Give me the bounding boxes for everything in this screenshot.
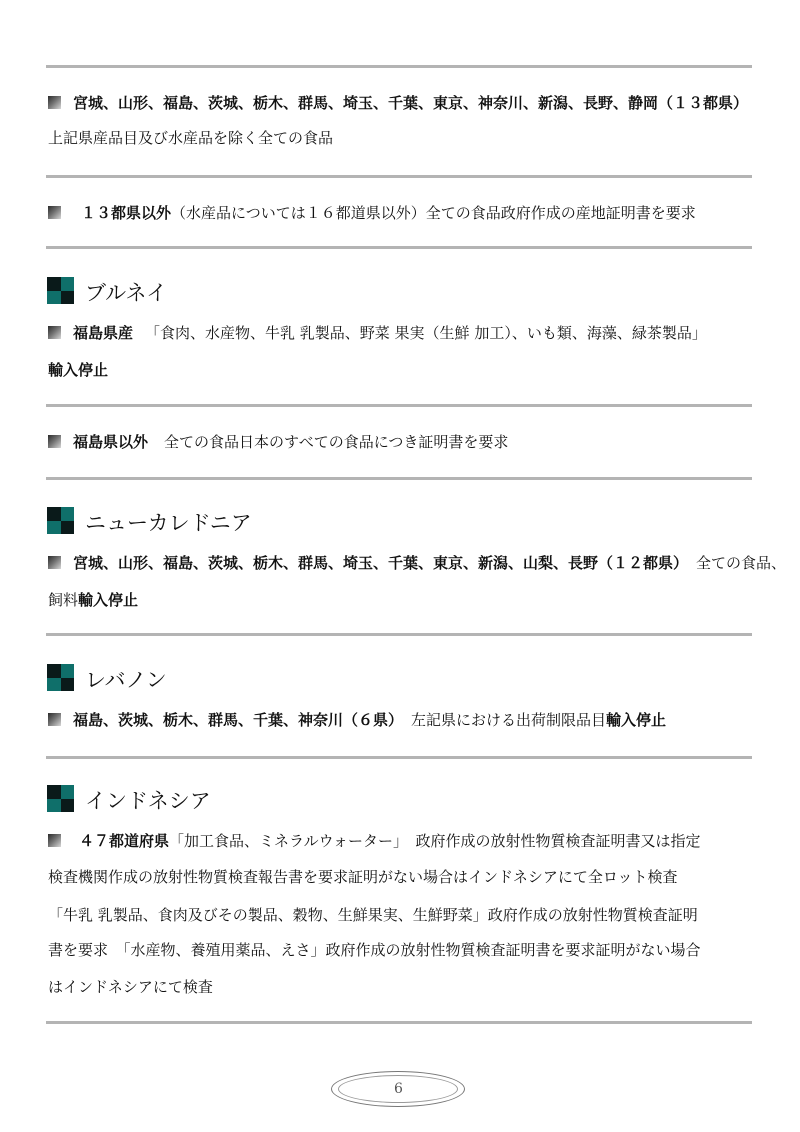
heading-lebanon: レバノン [85, 668, 167, 692]
heading-indonesia: インドネシア [85, 789, 211, 813]
regions-scope: 上記県産品目及び水産品を除く全ての食品 [48, 129, 334, 147]
outside-13-label: １３都県以外 [81, 204, 172, 222]
heading-new-caledonia: ニューカレドニア [85, 511, 252, 535]
page-number: 6 [394, 1081, 403, 1097]
lebanon-regions-line [48, 710, 756, 730]
brunei-outside-text: 全ての食品日本のすべての食品につき証明書を要求 [164, 433, 509, 451]
bullet-square-icon [48, 206, 61, 219]
newcal-feed: 飼料 [48, 591, 79, 609]
section-heading-icon [47, 785, 74, 812]
lebanon-restricted-items: 左記県における出荷制限品目 [411, 711, 607, 729]
indonesia-line-5: はインドネシアにて検査 [48, 978, 213, 996]
lebanon-regions: 福島、茨城、栃木、群馬、千葉、神奈川（６県） [73, 711, 404, 729]
section-heading-icon [47, 507, 74, 534]
newcal-regions: 宮城、山形、福島、茨城、栃木、群馬、埼玉、千葉、東京、新潟、山梨、長野（１２都県） [73, 554, 689, 572]
bullet-square-icon [48, 96, 61, 109]
bullet-square-icon [48, 834, 61, 847]
outside-13-text: （水産品については１６都道県以外）全ての食品政府作成の産地証明書を要求 [171, 204, 696, 222]
brunei-import-ban: 輸入停止 [48, 361, 109, 379]
newcal-regions-line [48, 553, 787, 573]
indonesia-line-4: 書を要求 「水産物、養殖用薬品、えさ」政府作成の放射性物質検査証明書を要求証明がない場合 [48, 941, 701, 959]
indonesia-line-1 [48, 831, 756, 851]
bullet-square-icon [48, 435, 61, 448]
divider [46, 477, 752, 480]
bullet-square-icon [48, 556, 61, 569]
indonesia-line-2: 検査機関作成の放射性物質検査報告書を要求証明がない場合はインドネシアにて全ロット検査 [48, 868, 678, 886]
newcal-import-ban: 輸入停止 [78, 591, 139, 609]
brunei-fukushima-label: 福島県産 [73, 324, 134, 342]
heading-brunei: ブルネイ [85, 281, 168, 305]
brunei-fukushima-items: 「食肉、水産物、牛乳 乳製品、野菜 果実（生鮮 加工）、いも類、海藻、緑茶製品」 [145, 324, 707, 342]
section-heading-icon [47, 277, 74, 304]
lebanon-import-ban: 輸入停止 [606, 711, 667, 729]
divider [46, 175, 752, 178]
regions-13: 宮城、山形、福島、茨城、栃木、群馬、埼玉、千葉、東京、神奈川、新潟、長野、静岡（１３都県） [73, 94, 749, 112]
brunei-fukushima-line [48, 323, 756, 343]
divider [46, 756, 752, 759]
brunei-outside-line [48, 432, 756, 452]
bullet-square-icon [48, 326, 61, 339]
outside-13-line [48, 203, 756, 223]
newcal-feed-line [48, 590, 756, 610]
divider [46, 633, 752, 636]
divider [46, 246, 752, 249]
bullet-square-icon [48, 713, 61, 726]
indonesia-line-3: 「牛乳 乳製品、食肉及びその製品、穀物、生鮮果実、生鮮野菜」政府作成の放射性物質検査証明 [48, 906, 698, 924]
page-number-badge [331, 1071, 467, 1109]
section-heading-icon [47, 664, 74, 691]
divider [46, 1021, 752, 1024]
indonesia-processed-food: 「加工食品、ミネラルウォーター」 政府作成の放射性物質検査証明書又は指定 [169, 832, 701, 850]
newcal-all-foods: 全ての食品、 [696, 554, 787, 572]
divider [46, 65, 752, 68]
regions-line [48, 93, 756, 113]
indonesia-47-prefectures: ４７都道府県 [79, 832, 170, 850]
brunei-outside-label: 福島県以外 [73, 433, 149, 451]
divider [46, 404, 752, 407]
